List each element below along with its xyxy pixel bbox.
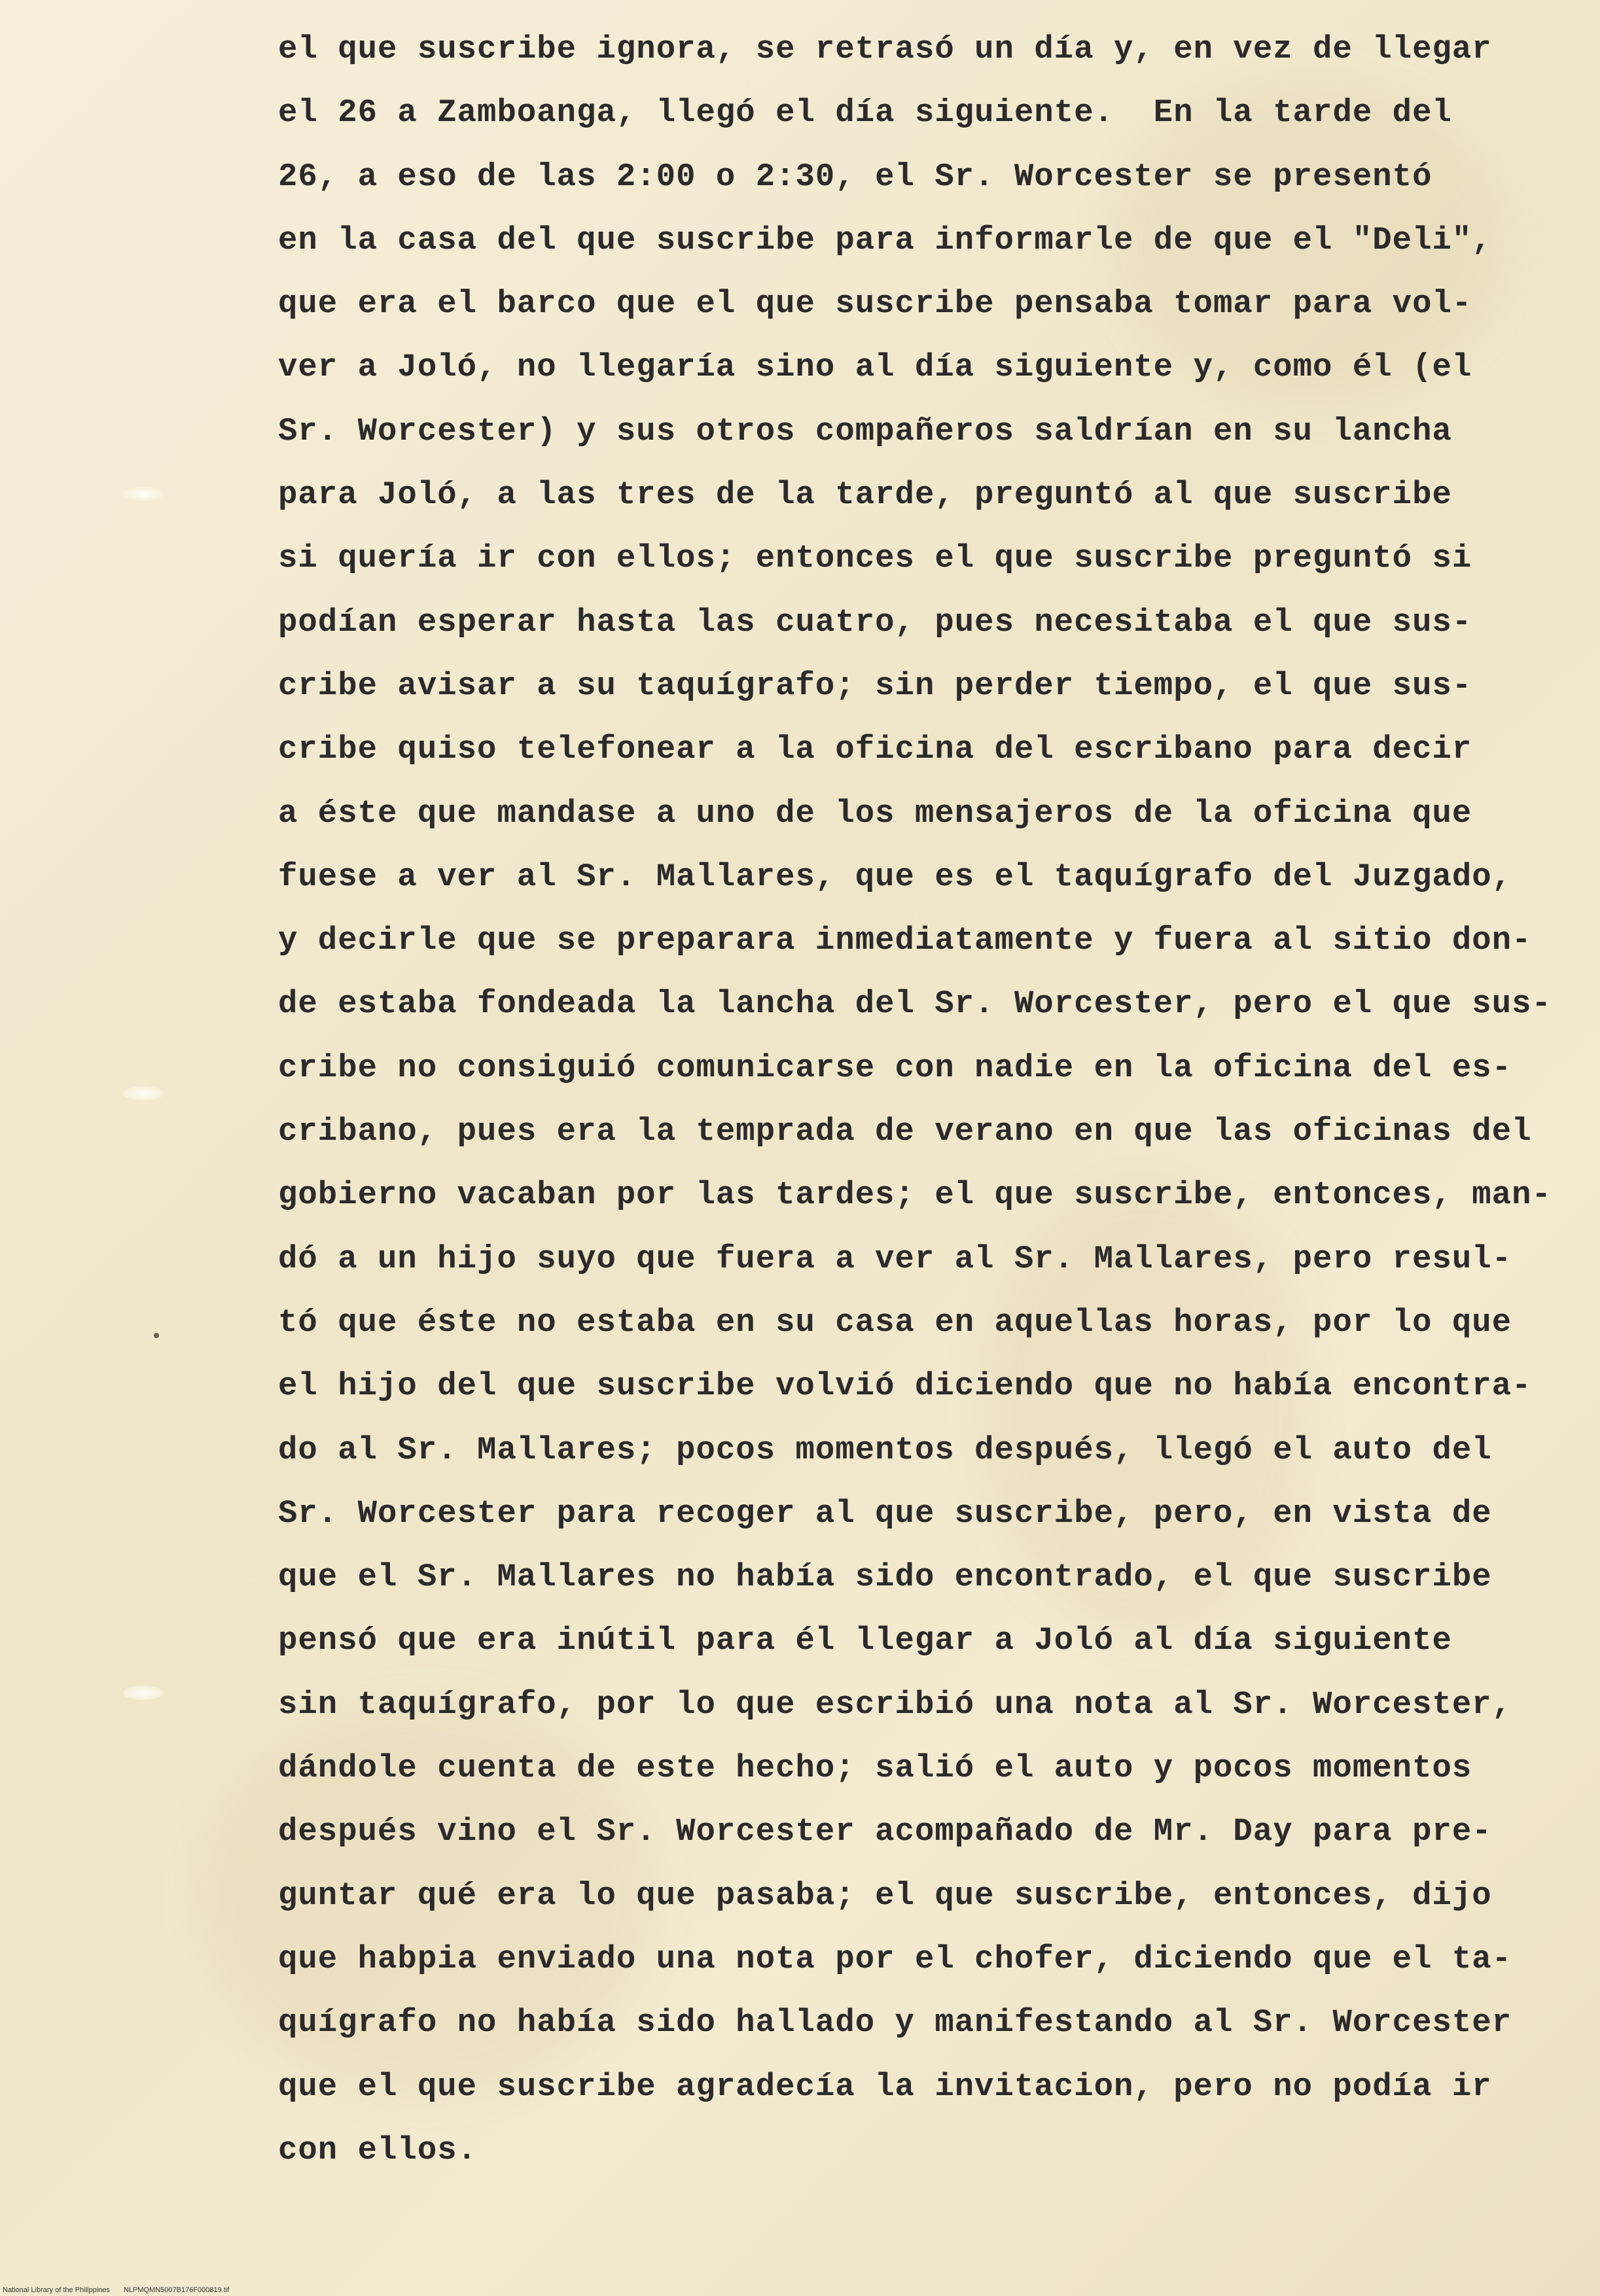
text-line: ver a Joló, no llegaría sino al día siguiente y, como él (el [278, 349, 1472, 386]
ink-speck [154, 1333, 159, 1338]
text-line: y decirle que se preparara inmediatamente y fuera al sitio don- [278, 922, 1532, 959]
file-identifier: NLPMQMN5007B176F000819.tif [123, 2286, 230, 2294]
text-line: de estaba fondeada la lancha del Sr. Worcester, pero el que sus- [278, 985, 1552, 1023]
text-line: sin taquígrafo, por lo que escribió una nota al Sr. Worcester, [278, 1686, 1512, 1723]
text-line: el 26 a Zamboanga, llegó el día siguiente. En la tarde del [278, 94, 1452, 132]
text-line: pensó que era inútil para él llegar a Joló al día siguiente [278, 1622, 1452, 1659]
punch-hole-mark [123, 1686, 164, 1700]
text-line: Sr. Worcester para recoger al que suscribe, pero, en vista de [278, 1494, 1492, 1532]
text-line: do al Sr. Mallares; pocos momentos después, llegó el auto del [278, 1431, 1492, 1468]
text-line: a éste que mandase a uno de los mensajeros de la oficina que [278, 794, 1472, 832]
text-line: podían esperar hasta las cuatro, pues necesitaba el que sus- [278, 603, 1472, 641]
punch-hole-mark [123, 487, 164, 501]
text-line: que el que suscribe agradecía la invitacion, pero no podía ir [278, 2068, 1492, 2105]
text-line: guntar qué era lo que pasaba; el que suscribe, entonces, dijo [278, 1877, 1492, 1914]
text-line: dó a un hijo suyo que fuera a ver al Sr. Mallares, pero resul- [278, 1240, 1512, 1277]
text-line: en la casa del que suscribe para informarle de que el "Deli", [278, 221, 1492, 258]
text-line: con ellos. [278, 2131, 478, 2168]
text-line: fuese a ver al Sr. Mallares, que es el taquígrafo del Juzgado, [278, 858, 1512, 895]
text-line: para Joló, a las tres de la tarde, preguntó al que suscribe [278, 476, 1452, 514]
text-line: que era el barco que el que suscribe pensaba tomar para vol- [278, 285, 1472, 323]
text-line: si quería ir con ellos; entonces el que suscribe preguntó si [278, 540, 1472, 577]
text-line: cribe no consiguió comunicarse con nadie en la oficina del es- [278, 1049, 1512, 1086]
scan-footer [3, 2286, 229, 2294]
text-line: cribe avisar a su taquígrafo; sin perder tiempo, el que sus- [278, 667, 1472, 704]
text-line: dándole cuenta de este hecho; salió el auto y pocos momentos [278, 1750, 1472, 1787]
text-line: el hijo del que suscribe volvió diciendo que no había encontra- [278, 1368, 1532, 1405]
text-line: después vino el Sr. Worcester acompañado de Mr. Day para pre- [278, 1813, 1492, 1850]
library-credit: National Library of the Philippines [3, 2286, 110, 2294]
text-line: cribe quiso telefonear a la oficina del escribano para decir [278, 731, 1472, 768]
text-line: cribano, pues era la temprada de verano en que las oficinas del [278, 1113, 1532, 1150]
text-line: que habpia enviado una nota por el chofer, diciendo que el ta- [278, 1940, 1512, 1977]
text-line: el que suscribe ignora, se retrasó un día y, en vez de llegar [278, 31, 1492, 67]
text-line: tó que éste no estaba en su casa en aquellas horas, por lo que [278, 1303, 1512, 1341]
text-line: gobierno vacaban por las tardes; el que suscribe, entonces, man- [278, 1176, 1552, 1214]
text-line: 26, a eso de las 2:00 o 2:30, el Sr. Worcester se presentó [278, 158, 1432, 195]
text-line: Sr. Worcester) y sus otros compañeros saldrían en su lancha [278, 412, 1452, 450]
text-line: que el Sr. Mallares no había sido encontrado, el que suscribe [278, 1559, 1492, 1596]
punch-hole-mark [123, 1086, 164, 1101]
text-line: quígrafo no había sido hallado y manifestando al Sr. Worcester [278, 2004, 1512, 2041]
typewritten-body [278, 25, 1577, 2189]
